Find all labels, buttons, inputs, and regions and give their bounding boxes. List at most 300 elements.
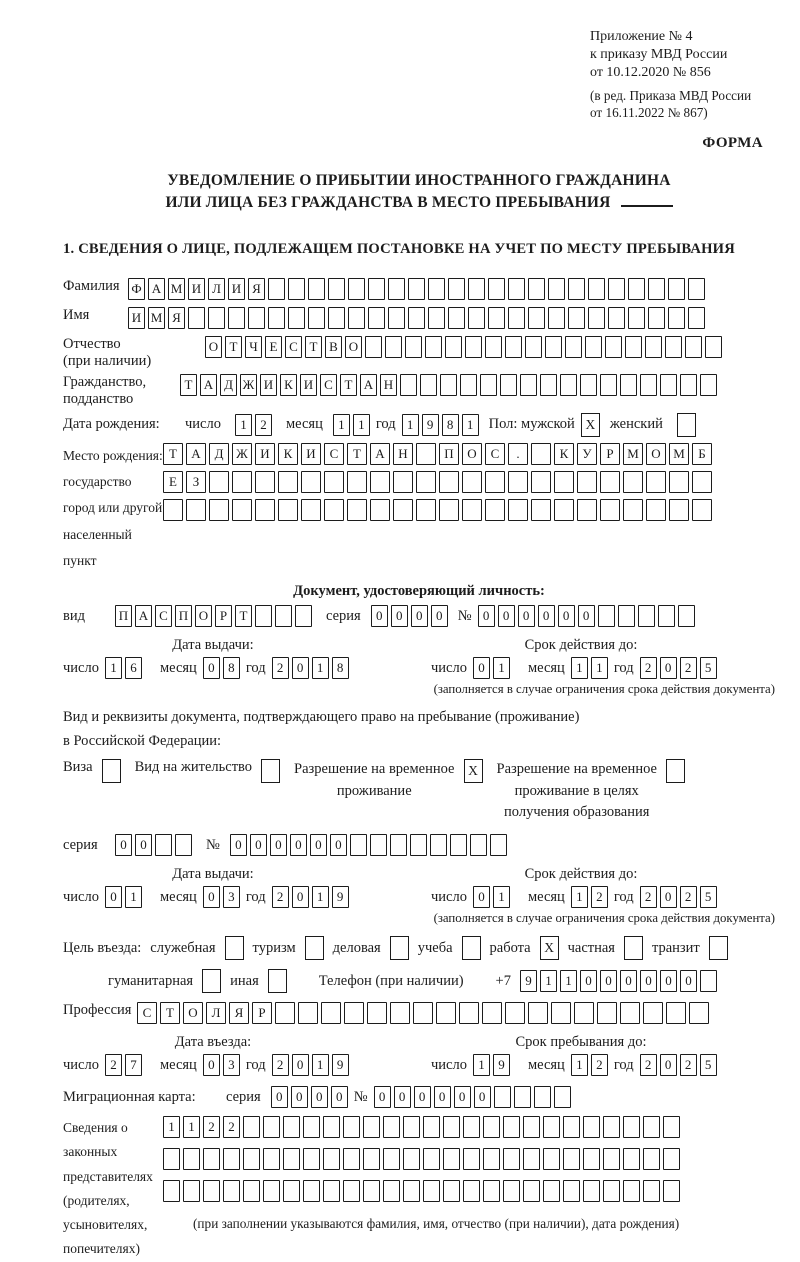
char-cell[interactable] xyxy=(523,1116,540,1138)
char-cell[interactable]: Н xyxy=(380,374,397,396)
char-cell[interactable]: М xyxy=(623,443,643,465)
char-cell[interactable] xyxy=(563,1116,580,1138)
char-cell[interactable]: В xyxy=(325,336,342,358)
char-cell[interactable] xyxy=(531,471,551,493)
permit-valid-day-cells[interactable] xyxy=(473,886,510,908)
entry-month-cells[interactable] xyxy=(203,1054,240,1076)
char-cell[interactable] xyxy=(663,1116,680,1138)
char-cell[interactable] xyxy=(485,471,505,493)
char-cell[interactable] xyxy=(328,307,345,329)
sex-female-checkbox[interactable] xyxy=(677,413,696,437)
purpose-transit-checkbox[interactable] xyxy=(709,936,728,960)
char-cell[interactable] xyxy=(485,499,505,521)
char-cell[interactable] xyxy=(268,278,285,300)
char-cell[interactable] xyxy=(523,1148,540,1170)
char-cell[interactable] xyxy=(370,499,390,521)
char-cell[interactable] xyxy=(462,471,482,493)
permit-valid-year-cells[interactable] xyxy=(640,886,717,908)
stay-month-cells[interactable] xyxy=(571,1054,608,1076)
char-cell[interactable]: П xyxy=(175,605,192,627)
char-cell[interactable] xyxy=(678,605,695,627)
doc-valid-month-cells[interactable] xyxy=(571,657,608,679)
char-cell[interactable] xyxy=(323,1180,340,1202)
purpose-business-checkbox[interactable] xyxy=(390,936,409,960)
char-cell[interactable] xyxy=(482,1002,502,1024)
char-cell[interactable]: 1 xyxy=(105,657,122,679)
char-cell[interactable] xyxy=(301,471,321,493)
char-cell[interactable] xyxy=(608,307,625,329)
entry-day-cells[interactable] xyxy=(105,1054,142,1076)
char-cell[interactable]: 0 xyxy=(538,605,555,627)
char-cell[interactable] xyxy=(463,1180,480,1202)
purpose-other-checkbox[interactable] xyxy=(268,969,287,993)
phone-digit-cells[interactable] xyxy=(520,970,717,992)
char-cell[interactable] xyxy=(344,1002,364,1024)
char-cell[interactable] xyxy=(689,1002,709,1024)
char-cell[interactable] xyxy=(255,499,275,521)
char-cell[interactable]: Б xyxy=(692,443,712,465)
char-cell[interactable] xyxy=(443,1148,460,1170)
char-cell[interactable] xyxy=(323,1148,340,1170)
char-cell[interactable] xyxy=(275,605,292,627)
char-cell[interactable] xyxy=(403,1148,420,1170)
char-cell[interactable] xyxy=(508,307,525,329)
char-cell[interactable] xyxy=(368,307,385,329)
char-cell[interactable] xyxy=(605,336,622,358)
char-cell[interactable] xyxy=(648,307,665,329)
char-cell[interactable] xyxy=(600,374,617,396)
char-cell[interactable]: 0 xyxy=(135,834,152,856)
birth-place-row1-cells[interactable] xyxy=(163,443,712,465)
char-cell[interactable] xyxy=(646,471,666,493)
char-cell[interactable] xyxy=(203,1180,220,1202)
surname-cells[interactable] xyxy=(128,278,705,300)
char-cell[interactable]: 0 xyxy=(290,834,307,856)
char-cell[interactable] xyxy=(350,834,367,856)
char-cell[interactable]: О xyxy=(646,443,666,465)
char-cell[interactable] xyxy=(430,834,447,856)
char-cell[interactable] xyxy=(503,1180,520,1202)
char-cell[interactable]: 1 xyxy=(462,414,479,436)
char-cell[interactable]: 0 xyxy=(374,1086,391,1108)
char-cell[interactable] xyxy=(643,1116,660,1138)
char-cell[interactable] xyxy=(463,1148,480,1170)
char-cell[interactable] xyxy=(669,499,689,521)
char-cell[interactable]: 0 xyxy=(311,1086,328,1108)
firstname-cells[interactable] xyxy=(128,307,705,329)
char-cell[interactable] xyxy=(403,1180,420,1202)
char-cell[interactable] xyxy=(263,1116,280,1138)
char-cell[interactable] xyxy=(463,1116,480,1138)
char-cell[interactable] xyxy=(209,471,229,493)
char-cell[interactable] xyxy=(688,278,705,300)
char-cell[interactable]: 0 xyxy=(660,886,677,908)
char-cell[interactable] xyxy=(577,499,597,521)
char-cell[interactable] xyxy=(488,307,505,329)
char-cell[interactable]: Е xyxy=(265,336,282,358)
char-cell[interactable] xyxy=(203,1148,220,1170)
permit-issue-day-cells[interactable] xyxy=(105,886,142,908)
char-cell[interactable] xyxy=(383,1180,400,1202)
char-cell[interactable] xyxy=(640,374,657,396)
char-cell[interactable] xyxy=(175,834,192,856)
char-cell[interactable]: 2 xyxy=(640,886,657,908)
char-cell[interactable]: 1 xyxy=(353,414,370,436)
char-cell[interactable]: С xyxy=(324,443,344,465)
char-cell[interactable] xyxy=(448,307,465,329)
char-cell[interactable]: 5 xyxy=(700,657,717,679)
char-cell[interactable]: 0 xyxy=(203,1054,220,1076)
char-cell[interactable]: О xyxy=(462,443,482,465)
doc-valid-year-cells[interactable] xyxy=(640,657,717,679)
char-cell[interactable] xyxy=(668,278,685,300)
char-cell[interactable]: 0 xyxy=(203,886,220,908)
char-cell[interactable]: 0 xyxy=(271,1086,288,1108)
char-cell[interactable] xyxy=(548,307,565,329)
char-cell[interactable]: 1 xyxy=(493,657,510,679)
char-cell[interactable] xyxy=(603,1180,620,1202)
char-cell[interactable]: С xyxy=(485,443,505,465)
char-cell[interactable]: 9 xyxy=(493,1054,510,1076)
char-cell[interactable]: Р xyxy=(215,605,232,627)
char-cell[interactable] xyxy=(505,1002,525,1024)
char-cell[interactable] xyxy=(680,374,697,396)
char-cell[interactable] xyxy=(365,336,382,358)
representatives-row2-cells[interactable] xyxy=(163,1148,680,1170)
char-cell[interactable] xyxy=(540,374,557,396)
char-cell[interactable]: И xyxy=(301,443,321,465)
char-cell[interactable]: 0 xyxy=(431,605,448,627)
char-cell[interactable] xyxy=(603,1116,620,1138)
doc-issue-year-cells[interactable] xyxy=(272,657,349,679)
char-cell[interactable]: 0 xyxy=(600,970,617,992)
profession-cells[interactable] xyxy=(137,1002,709,1024)
char-cell[interactable]: 2 xyxy=(223,1116,240,1138)
char-cell[interactable]: Т xyxy=(305,336,322,358)
char-cell[interactable]: Л xyxy=(206,1002,226,1024)
char-cell[interactable] xyxy=(363,1180,380,1202)
char-cell[interactable]: 1 xyxy=(163,1116,180,1138)
stay-year-cells[interactable] xyxy=(640,1054,717,1076)
char-cell[interactable]: К xyxy=(278,443,298,465)
char-cell[interactable]: 0 xyxy=(292,1054,309,1076)
char-cell[interactable] xyxy=(623,1180,640,1202)
char-cell[interactable] xyxy=(347,499,367,521)
char-cell[interactable] xyxy=(688,307,705,329)
char-cell[interactable] xyxy=(560,374,577,396)
char-cell[interactable] xyxy=(443,1180,460,1202)
char-cell[interactable] xyxy=(343,1180,360,1202)
char-cell[interactable] xyxy=(408,307,425,329)
char-cell[interactable] xyxy=(554,471,574,493)
stay-day-cells[interactable] xyxy=(473,1054,510,1076)
char-cell[interactable] xyxy=(383,1116,400,1138)
char-cell[interactable] xyxy=(692,499,712,521)
char-cell[interactable] xyxy=(348,278,365,300)
char-cell[interactable] xyxy=(367,1002,387,1024)
citizenship-cells[interactable] xyxy=(180,374,717,396)
char-cell[interactable]: М xyxy=(148,307,165,329)
char-cell[interactable]: 0 xyxy=(473,657,490,679)
char-cell[interactable] xyxy=(700,970,717,992)
char-cell[interactable] xyxy=(416,443,436,465)
char-cell[interactable] xyxy=(600,499,620,521)
char-cell[interactable] xyxy=(643,1148,660,1170)
char-cell[interactable] xyxy=(321,1002,341,1024)
permit-issue-month-cells[interactable] xyxy=(203,886,240,908)
char-cell[interactable]: 0 xyxy=(250,834,267,856)
char-cell[interactable] xyxy=(568,307,585,329)
char-cell[interactable] xyxy=(448,278,465,300)
char-cell[interactable] xyxy=(393,471,413,493)
purpose-work-checkbox[interactable]: X xyxy=(540,936,559,960)
char-cell[interactable] xyxy=(275,1002,295,1024)
char-cell[interactable] xyxy=(692,471,712,493)
char-cell[interactable] xyxy=(503,1116,520,1138)
char-cell[interactable] xyxy=(400,374,417,396)
char-cell[interactable]: С xyxy=(155,605,172,627)
char-cell[interactable] xyxy=(209,499,229,521)
char-cell[interactable] xyxy=(388,307,405,329)
char-cell[interactable]: 0 xyxy=(371,605,388,627)
char-cell[interactable] xyxy=(505,336,522,358)
char-cell[interactable] xyxy=(183,1180,200,1202)
migration-number-cells[interactable] xyxy=(374,1086,571,1108)
char-cell[interactable] xyxy=(423,1116,440,1138)
char-cell[interactable] xyxy=(646,499,666,521)
char-cell[interactable] xyxy=(483,1148,500,1170)
char-cell[interactable]: 0 xyxy=(434,1086,451,1108)
char-cell[interactable]: 0 xyxy=(394,1086,411,1108)
char-cell[interactable]: 5 xyxy=(700,1054,717,1076)
char-cell[interactable]: 0 xyxy=(270,834,287,856)
permit-issue-year-cells[interactable] xyxy=(272,886,349,908)
char-cell[interactable] xyxy=(545,336,562,358)
char-cell[interactable]: 0 xyxy=(292,886,309,908)
char-cell[interactable] xyxy=(620,374,637,396)
char-cell[interactable]: О xyxy=(345,336,362,358)
char-cell[interactable]: 0 xyxy=(558,605,575,627)
char-cell[interactable] xyxy=(263,1148,280,1170)
char-cell[interactable] xyxy=(428,307,445,329)
char-cell[interactable] xyxy=(370,471,390,493)
char-cell[interactable]: 8 xyxy=(332,657,349,679)
char-cell[interactable]: Р xyxy=(252,1002,272,1024)
char-cell[interactable]: 0 xyxy=(478,605,495,627)
char-cell[interactable]: И xyxy=(260,374,277,396)
char-cell[interactable]: 1 xyxy=(591,657,608,679)
char-cell[interactable]: 1 xyxy=(183,1116,200,1138)
char-cell[interactable] xyxy=(308,307,325,329)
sex-male-checkbox[interactable]: X xyxy=(581,413,600,437)
char-cell[interactable] xyxy=(625,336,642,358)
birth-place-row2-cells[interactable] xyxy=(163,471,712,493)
char-cell[interactable]: 0 xyxy=(680,970,697,992)
char-cell[interactable] xyxy=(508,471,528,493)
char-cell[interactable]: Р xyxy=(600,443,620,465)
char-cell[interactable] xyxy=(645,336,662,358)
char-cell[interactable] xyxy=(548,278,565,300)
char-cell[interactable] xyxy=(163,499,183,521)
char-cell[interactable] xyxy=(603,1148,620,1170)
char-cell[interactable] xyxy=(563,1148,580,1170)
char-cell[interactable] xyxy=(669,471,689,493)
char-cell[interactable] xyxy=(643,1002,663,1024)
char-cell[interactable]: 1 xyxy=(235,414,252,436)
char-cell[interactable]: 8 xyxy=(442,414,459,436)
char-cell[interactable] xyxy=(288,278,305,300)
char-cell[interactable] xyxy=(643,1180,660,1202)
char-cell[interactable] xyxy=(255,471,275,493)
purpose-humanitarian-checkbox[interactable] xyxy=(202,969,221,993)
char-cell[interactable]: 0 xyxy=(230,834,247,856)
char-cell[interactable] xyxy=(528,307,545,329)
char-cell[interactable] xyxy=(410,834,427,856)
char-cell[interactable] xyxy=(666,1002,686,1024)
char-cell[interactable]: 0 xyxy=(660,657,677,679)
doc-issue-day-cells[interactable] xyxy=(105,657,142,679)
char-cell[interactable] xyxy=(565,336,582,358)
char-cell[interactable] xyxy=(648,278,665,300)
birth-month-cells[interactable] xyxy=(333,414,370,436)
visa-checkbox[interactable] xyxy=(102,759,121,783)
char-cell[interactable] xyxy=(443,1116,460,1138)
char-cell[interactable] xyxy=(324,471,344,493)
char-cell[interactable] xyxy=(583,1116,600,1138)
char-cell[interactable]: П xyxy=(439,443,459,465)
char-cell[interactable]: А xyxy=(186,443,206,465)
char-cell[interactable] xyxy=(343,1148,360,1170)
char-cell[interactable]: Т xyxy=(340,374,357,396)
char-cell[interactable]: Ф xyxy=(128,278,145,300)
char-cell[interactable] xyxy=(423,1180,440,1202)
char-cell[interactable] xyxy=(423,1148,440,1170)
char-cell[interactable] xyxy=(188,307,205,329)
char-cell[interactable] xyxy=(450,834,467,856)
char-cell[interactable]: Д xyxy=(209,443,229,465)
char-cell[interactable]: 2 xyxy=(680,1054,697,1076)
char-cell[interactable] xyxy=(554,1086,571,1108)
char-cell[interactable] xyxy=(283,1180,300,1202)
char-cell[interactable] xyxy=(663,1180,680,1202)
char-cell[interactable] xyxy=(303,1116,320,1138)
char-cell[interactable] xyxy=(445,336,462,358)
char-cell[interactable]: 2 xyxy=(591,886,608,908)
char-cell[interactable] xyxy=(363,1148,380,1170)
char-cell[interactable]: 1 xyxy=(473,1054,490,1076)
char-cell[interactable]: Л xyxy=(208,278,225,300)
char-cell[interactable] xyxy=(416,499,436,521)
char-cell[interactable] xyxy=(303,1180,320,1202)
char-cell[interactable]: И xyxy=(128,307,145,329)
char-cell[interactable] xyxy=(668,307,685,329)
purpose-tourism-checkbox[interactable] xyxy=(305,936,324,960)
char-cell[interactable] xyxy=(685,336,702,358)
char-cell[interactable] xyxy=(368,278,385,300)
char-cell[interactable] xyxy=(460,374,477,396)
char-cell[interactable]: А xyxy=(135,605,152,627)
char-cell[interactable] xyxy=(628,278,645,300)
char-cell[interactable] xyxy=(243,1116,260,1138)
char-cell[interactable] xyxy=(663,1148,680,1170)
char-cell[interactable]: Н xyxy=(393,443,413,465)
char-cell[interactable] xyxy=(660,374,677,396)
char-cell[interactable]: . xyxy=(508,443,528,465)
char-cell[interactable] xyxy=(383,1148,400,1170)
migration-series-cells[interactable] xyxy=(271,1086,348,1108)
char-cell[interactable]: 0 xyxy=(660,970,677,992)
char-cell[interactable] xyxy=(554,499,574,521)
char-cell[interactable] xyxy=(483,1180,500,1202)
char-cell[interactable] xyxy=(436,1002,456,1024)
char-cell[interactable] xyxy=(468,307,485,329)
char-cell[interactable] xyxy=(440,374,457,396)
char-cell[interactable]: И xyxy=(228,278,245,300)
char-cell[interactable] xyxy=(608,278,625,300)
char-cell[interactable]: 0 xyxy=(580,970,597,992)
char-cell[interactable]: 0 xyxy=(473,886,490,908)
char-cell[interactable]: 0 xyxy=(330,834,347,856)
char-cell[interactable]: 7 xyxy=(125,1054,142,1076)
char-cell[interactable] xyxy=(459,1002,479,1024)
char-cell[interactable] xyxy=(243,1148,260,1170)
char-cell[interactable]: 0 xyxy=(292,657,309,679)
doc-series-cells[interactable] xyxy=(371,605,448,627)
char-cell[interactable]: 2 xyxy=(272,886,289,908)
char-cell[interactable]: С xyxy=(285,336,302,358)
permit-number-cells[interactable] xyxy=(230,834,507,856)
char-cell[interactable] xyxy=(523,1180,540,1202)
char-cell[interactable] xyxy=(186,499,206,521)
char-cell[interactable] xyxy=(588,278,605,300)
char-cell[interactable] xyxy=(393,499,413,521)
char-cell[interactable] xyxy=(228,307,245,329)
char-cell[interactable]: К xyxy=(280,374,297,396)
char-cell[interactable]: 2 xyxy=(203,1116,220,1138)
char-cell[interactable]: О xyxy=(195,605,212,627)
char-cell[interactable] xyxy=(488,278,505,300)
char-cell[interactable] xyxy=(278,471,298,493)
char-cell[interactable] xyxy=(525,336,542,358)
purpose-official-checkbox[interactable] xyxy=(225,936,244,960)
char-cell[interactable] xyxy=(416,471,436,493)
char-cell[interactable]: М xyxy=(669,443,689,465)
char-cell[interactable]: Т xyxy=(180,374,197,396)
char-cell[interactable] xyxy=(232,499,252,521)
char-cell[interactable] xyxy=(403,1116,420,1138)
char-cell[interactable]: 3 xyxy=(223,886,240,908)
char-cell[interactable] xyxy=(543,1116,560,1138)
char-cell[interactable]: 2 xyxy=(255,414,272,436)
char-cell[interactable] xyxy=(534,1086,551,1108)
char-cell[interactable]: 0 xyxy=(660,1054,677,1076)
char-cell[interactable]: Я xyxy=(229,1002,249,1024)
char-cell[interactable]: К xyxy=(554,443,574,465)
char-cell[interactable]: 2 xyxy=(680,657,697,679)
char-cell[interactable] xyxy=(468,278,485,300)
char-cell[interactable] xyxy=(514,1086,531,1108)
char-cell[interactable]: Е xyxy=(163,471,183,493)
representatives-row1-cells[interactable] xyxy=(163,1116,680,1138)
char-cell[interactable] xyxy=(268,307,285,329)
char-cell[interactable] xyxy=(390,834,407,856)
char-cell[interactable]: 2 xyxy=(640,657,657,679)
char-cell[interactable]: 2 xyxy=(272,657,289,679)
char-cell[interactable] xyxy=(328,278,345,300)
char-cell[interactable] xyxy=(363,1116,380,1138)
char-cell[interactable] xyxy=(494,1086,511,1108)
char-cell[interactable] xyxy=(232,471,252,493)
